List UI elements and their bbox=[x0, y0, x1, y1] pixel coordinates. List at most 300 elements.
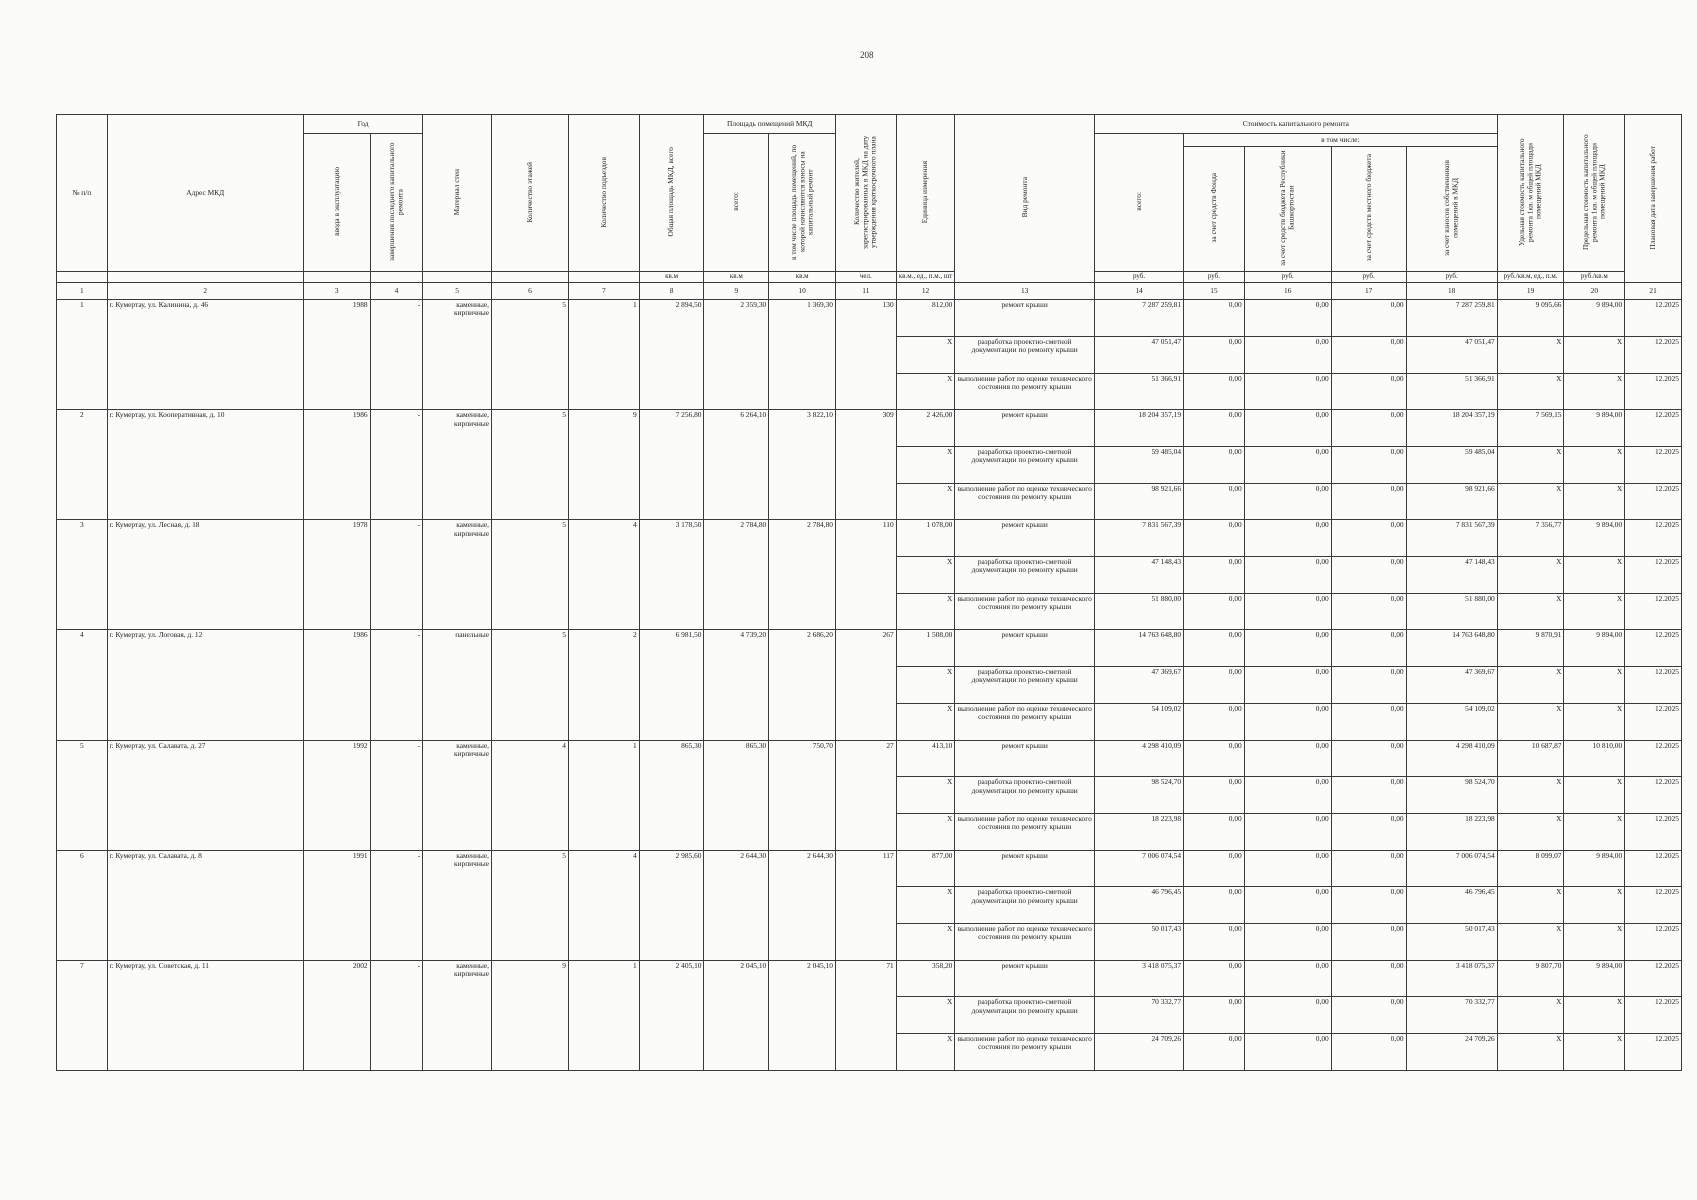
row-x-mark: Х bbox=[1564, 336, 1625, 373]
row-unit-cost: 10 687,87 bbox=[1497, 740, 1564, 777]
row-unit-cost: 9 807,70 bbox=[1497, 960, 1564, 997]
row-max-cost: 10 810,00 bbox=[1564, 740, 1625, 777]
row-work-type: разработка проектно-сметной документации по ремонту крыши bbox=[955, 887, 1095, 924]
row-cost-fund: 0,00 bbox=[1184, 1034, 1245, 1071]
row-cost-owners: 4 298 410,09 bbox=[1406, 740, 1497, 777]
unit-unit-cost: руб./кв.м, ед., п.м. bbox=[1497, 272, 1564, 283]
row-cost-owners: 51 880,00 bbox=[1406, 593, 1497, 630]
row-premises-total: 865,30 bbox=[704, 740, 769, 850]
row-cost-owners: 14 763 648,80 bbox=[1406, 630, 1497, 667]
row-cost-owners: 24 709,26 bbox=[1406, 1034, 1497, 1071]
row-premises-owners: 2 045,10 bbox=[769, 960, 836, 1070]
row-x-mark: Х bbox=[896, 703, 955, 740]
row-x-mark: Х bbox=[1497, 373, 1564, 410]
row-cost-local: 0,00 bbox=[1331, 336, 1406, 373]
row-x-mark: Х bbox=[896, 446, 955, 483]
row-work-type: выполнение работ по оценке технического состояния по ремонту крыши bbox=[955, 373, 1095, 410]
row-cost-local: 0,00 bbox=[1331, 960, 1406, 997]
row-cost-owners: 47 051,47 bbox=[1406, 336, 1497, 373]
row-deadline: 12.2025 bbox=[1625, 813, 1682, 850]
row-cost-fund: 0,00 bbox=[1184, 446, 1245, 483]
row-material: каменные, кирпичные bbox=[423, 300, 492, 410]
unit-cell-year bbox=[303, 272, 370, 283]
row-cost-republic: 0,00 bbox=[1244, 960, 1331, 997]
row-total-area: 3 178,50 bbox=[639, 520, 704, 630]
row-year: 1988 bbox=[303, 300, 370, 410]
row-x-mark: Х bbox=[1497, 924, 1564, 961]
column-number: 7 bbox=[568, 283, 639, 300]
hdr-num: № п/п bbox=[57, 115, 108, 272]
row-total-area: 6 981,50 bbox=[639, 630, 704, 740]
hdr-cost-total: всего: bbox=[1095, 134, 1184, 272]
row-cost-fund: 0,00 bbox=[1184, 887, 1245, 924]
row-year: 1986 bbox=[303, 410, 370, 520]
row-total-area: 7 256,80 bbox=[639, 410, 704, 520]
row-work-type: разработка проектно-сметной документации по ремонту крыши bbox=[955, 557, 1095, 594]
row-max-cost: 9 894,00 bbox=[1564, 520, 1625, 557]
row-cost-total: 70 332,77 bbox=[1095, 997, 1184, 1034]
row-last-repair: - bbox=[370, 410, 423, 520]
row-cost-fund: 0,00 bbox=[1184, 813, 1245, 850]
unit-fund: руб. bbox=[1184, 272, 1245, 283]
row-premises-total: 6 264,10 bbox=[704, 410, 769, 520]
hdr-premises-group: Площадь помещений МКД bbox=[704, 115, 836, 134]
row-cost-owners: 98 524,70 bbox=[1406, 777, 1497, 814]
row-work-type: ремонт крыши bbox=[955, 520, 1095, 557]
row-cost-local: 0,00 bbox=[1331, 997, 1406, 1034]
row-x-mark: Х bbox=[1497, 446, 1564, 483]
row-work-type: ремонт крыши bbox=[955, 850, 1095, 887]
row-cost-fund: 0,00 bbox=[1184, 960, 1245, 997]
row-residents: 267 bbox=[836, 630, 897, 740]
row-x-mark: Х bbox=[1564, 887, 1625, 924]
row-material: каменные, кирпичные bbox=[423, 850, 492, 960]
row-cost-republic: 0,00 bbox=[1244, 813, 1331, 850]
unit-premises-total: кв.м bbox=[704, 272, 769, 283]
row-cost-fund: 0,00 bbox=[1184, 336, 1245, 373]
row-last-repair: - bbox=[370, 850, 423, 960]
column-number: 10 bbox=[769, 283, 836, 300]
row-entrances: 1 bbox=[568, 960, 639, 1070]
hdr-entrances: Количество подъездов bbox=[568, 115, 639, 272]
unit-owners: руб. bbox=[1406, 272, 1497, 283]
row-cost-total: 47 369,67 bbox=[1095, 667, 1184, 704]
row-cost-local: 0,00 bbox=[1331, 703, 1406, 740]
row-work-type: выполнение работ по оценке технического состояния по ремонту крыши bbox=[955, 593, 1095, 630]
row-cost-owners: 7 006 074,54 bbox=[1406, 850, 1497, 887]
row-premises-owners: 1 369,30 bbox=[769, 300, 836, 410]
unit-cell-last bbox=[370, 272, 423, 283]
hdr-wall-material: Материал стен bbox=[423, 115, 492, 272]
row-work-type: выполнение работ по оценке технического состояния по ремонту крыши bbox=[955, 924, 1095, 961]
row-number: 6 bbox=[57, 850, 108, 960]
row-premises-owners: 2 644,30 bbox=[769, 850, 836, 960]
row-cost-fund: 0,00 bbox=[1184, 924, 1245, 961]
row-cost-owners: 98 921,66 bbox=[1406, 483, 1497, 520]
row-x-mark: Х bbox=[896, 483, 955, 520]
row-x-mark: Х bbox=[896, 777, 955, 814]
row-floors: 9 bbox=[492, 960, 569, 1070]
hdr-total-area: Общая площадь МКД, всего bbox=[639, 115, 704, 272]
row-x-mark: Х bbox=[1497, 1034, 1564, 1071]
hdr-unit-cost: Удельная стоимость капитального ремонта 1кв. м общей площади помещений МКД bbox=[1497, 115, 1564, 272]
row-entrances: 1 bbox=[568, 300, 639, 410]
unit-local: руб. bbox=[1331, 272, 1406, 283]
row-last-repair: - bbox=[370, 960, 423, 1070]
row-premises-owners: 2 686,20 bbox=[769, 630, 836, 740]
row-premises-total: 2 644,30 bbox=[704, 850, 769, 960]
row-number: 7 bbox=[57, 960, 108, 1070]
row-cost-local: 0,00 bbox=[1331, 887, 1406, 924]
table-row bbox=[57, 520, 1682, 557]
row-x-mark: Х bbox=[896, 373, 955, 410]
row-cost-local: 0,00 bbox=[1331, 1034, 1406, 1071]
row-cost-total: 3 418 075,37 bbox=[1095, 960, 1184, 997]
row-cost-republic: 0,00 bbox=[1244, 777, 1331, 814]
row-deadline: 12.2025 bbox=[1625, 887, 1682, 924]
row-deadline: 12.2025 bbox=[1625, 667, 1682, 704]
row-cost-fund: 0,00 bbox=[1184, 703, 1245, 740]
row-cost-local: 0,00 bbox=[1331, 777, 1406, 814]
row-x-mark: Х bbox=[1497, 997, 1564, 1034]
row-cost-republic: 0,00 bbox=[1244, 924, 1331, 961]
row-cost-republic: 0,00 bbox=[1244, 483, 1331, 520]
row-work-type: выполнение работ по оценке технического состояния по ремонту крыши bbox=[955, 813, 1095, 850]
row-entrances: 4 bbox=[568, 520, 639, 630]
row-cost-owners: 7 287 259,81 bbox=[1406, 300, 1497, 337]
column-number: 3 bbox=[303, 283, 370, 300]
row-floors: 5 bbox=[492, 630, 569, 740]
row-material: каменные, кирпичные bbox=[423, 520, 492, 630]
row-address: г. Кумертау, ул. Кооперативная, д. 10 bbox=[107, 410, 303, 520]
column-number: 11 bbox=[836, 283, 897, 300]
row-cost-owners: 18 223,98 bbox=[1406, 813, 1497, 850]
row-total-area: 2 985,60 bbox=[639, 850, 704, 960]
row-floors: 5 bbox=[492, 410, 569, 520]
row-year: 1991 bbox=[303, 850, 370, 960]
row-cost-fund: 0,00 bbox=[1184, 850, 1245, 887]
row-cost-total: 18 204 357,19 bbox=[1095, 410, 1184, 447]
row-cost-fund: 0,00 bbox=[1184, 593, 1245, 630]
row-cost-total: 47 148,43 bbox=[1095, 557, 1184, 594]
row-total-area: 865,30 bbox=[639, 740, 704, 850]
row-cost-republic: 0,00 bbox=[1244, 667, 1331, 704]
row-cost-fund: 0,00 bbox=[1184, 300, 1245, 337]
row-work-type: разработка проектно-сметной документации по ремонту крыши bbox=[955, 667, 1095, 704]
hdr-unit: Единица измерения bbox=[896, 115, 955, 272]
hdr-floors: Количество этажей bbox=[492, 115, 569, 272]
row-deadline: 12.2025 bbox=[1625, 520, 1682, 557]
table-row bbox=[57, 410, 1682, 447]
unit-cell-entrances bbox=[568, 272, 639, 283]
row-cost-local: 0,00 bbox=[1331, 300, 1406, 337]
row-cost-fund: 0,00 bbox=[1184, 483, 1245, 520]
row-x-mark: Х bbox=[1497, 593, 1564, 630]
row-cost-owners: 59 485,04 bbox=[1406, 446, 1497, 483]
row-work-type: выполнение работ по оценке технического состояния по ремонту крыши bbox=[955, 703, 1095, 740]
row-x-mark: Х bbox=[1564, 777, 1625, 814]
row-number: 5 bbox=[57, 740, 108, 850]
row-last-repair: - bbox=[370, 630, 423, 740]
row-work-type: разработка проектно-сметной документации по ремонту крыши bbox=[955, 446, 1095, 483]
row-x-mark: Х bbox=[1564, 557, 1625, 594]
row-cost-total: 98 524,70 bbox=[1095, 777, 1184, 814]
row-deadline: 12.2025 bbox=[1625, 483, 1682, 520]
column-number: 18 bbox=[1406, 283, 1497, 300]
row-total-area: 2 405,10 bbox=[639, 960, 704, 1070]
unit-residents: чел. bbox=[836, 272, 897, 283]
column-number: 17 bbox=[1331, 283, 1406, 300]
row-cost-republic: 0,00 bbox=[1244, 887, 1331, 924]
row-year: 1978 bbox=[303, 520, 370, 630]
row-quantity: 877,00 bbox=[896, 850, 955, 887]
row-x-mark: Х bbox=[1564, 703, 1625, 740]
row-year: 1992 bbox=[303, 740, 370, 850]
row-total-area: 2 894,50 bbox=[639, 300, 704, 410]
row-cost-local: 0,00 bbox=[1331, 924, 1406, 961]
row-x-mark: Х bbox=[1497, 777, 1564, 814]
row-work-type: ремонт крыши bbox=[955, 740, 1095, 777]
row-cost-owners: 46 796,45 bbox=[1406, 887, 1497, 924]
row-cost-owners: 7 831 567,39 bbox=[1406, 520, 1497, 557]
row-work-type: ремонт крыши bbox=[955, 410, 1095, 447]
row-residents: 117 bbox=[836, 850, 897, 960]
unit-cell-address bbox=[107, 272, 303, 283]
row-cost-fund: 0,00 bbox=[1184, 740, 1245, 777]
row-x-mark: Х bbox=[1497, 813, 1564, 850]
row-last-repair: - bbox=[370, 740, 423, 850]
row-residents: 110 bbox=[836, 520, 897, 630]
row-cost-total: 7 831 567,39 bbox=[1095, 520, 1184, 557]
row-work-type: разработка проектно-сметной документации по ремонту крыши bbox=[955, 777, 1095, 814]
column-number: 16 bbox=[1244, 283, 1331, 300]
hdr-max-cost: Предельная стоимость капитального ремонта 1кв. м общей площади помещений МКД bbox=[1564, 115, 1625, 272]
hdr-residents: Количество жителей, зарегистрированных в МКД на дату утверждения краткосрочного плана bbox=[836, 115, 897, 272]
row-cost-owners: 50 017,43 bbox=[1406, 924, 1497, 961]
row-cost-fund: 0,00 bbox=[1184, 410, 1245, 447]
row-max-cost: 9 894,00 bbox=[1564, 630, 1625, 667]
row-entrances: 2 bbox=[568, 630, 639, 740]
column-number: 6 bbox=[492, 283, 569, 300]
row-cost-local: 0,00 bbox=[1331, 446, 1406, 483]
row-deadline: 12.2025 bbox=[1625, 446, 1682, 483]
row-cost-total: 7 006 074,54 bbox=[1095, 850, 1184, 887]
row-cost-owners: 18 204 357,19 bbox=[1406, 410, 1497, 447]
row-cost-republic: 0,00 bbox=[1244, 630, 1331, 667]
row-last-repair: - bbox=[370, 300, 423, 410]
row-cost-owners: 51 366,91 bbox=[1406, 373, 1497, 410]
row-entrances: 4 bbox=[568, 850, 639, 960]
page-number: 208 bbox=[860, 50, 874, 60]
column-number: 14 bbox=[1095, 283, 1184, 300]
row-x-mark: Х bbox=[896, 887, 955, 924]
hdr-year-group: Год bbox=[303, 115, 422, 134]
row-deadline: 12.2025 bbox=[1625, 557, 1682, 594]
row-deadline: 12.2025 bbox=[1625, 593, 1682, 630]
row-cost-owners: 3 418 075,37 bbox=[1406, 960, 1497, 997]
hdr-incl: в том числе: bbox=[1184, 134, 1498, 147]
row-entrances: 1 bbox=[568, 740, 639, 850]
row-cost-fund: 0,00 bbox=[1184, 630, 1245, 667]
row-x-mark: Х bbox=[896, 667, 955, 704]
row-cost-total: 50 017,43 bbox=[1095, 924, 1184, 961]
hdr-address: Адрес МКД bbox=[107, 115, 303, 272]
row-x-mark: Х bbox=[1564, 483, 1625, 520]
row-premises-total: 2 784,80 bbox=[704, 520, 769, 630]
table-row bbox=[57, 960, 1682, 997]
row-deadline: 12.2025 bbox=[1625, 740, 1682, 777]
row-cost-total: 51 880,00 bbox=[1095, 593, 1184, 630]
hdr-fund: за счет средств Фонда bbox=[1184, 147, 1245, 272]
row-number: 2 bbox=[57, 410, 108, 520]
row-deadline: 12.2025 bbox=[1625, 997, 1682, 1034]
row-x-mark: Х bbox=[1497, 557, 1564, 594]
row-premises-total: 2 359,30 bbox=[704, 300, 769, 410]
column-number: 2 bbox=[107, 283, 303, 300]
row-address: г. Кумертау, ул. Лесная, д. 18 bbox=[107, 520, 303, 630]
row-quantity: 358,20 bbox=[896, 960, 955, 997]
column-number: 20 bbox=[1564, 283, 1625, 300]
row-cost-local: 0,00 bbox=[1331, 557, 1406, 594]
row-cost-total: 47 051,47 bbox=[1095, 336, 1184, 373]
unit-max-cost: руб./кв.м bbox=[1564, 272, 1625, 283]
row-x-mark: Х bbox=[1564, 373, 1625, 410]
unit-cost-total: руб. bbox=[1095, 272, 1184, 283]
row-cost-fund: 0,00 bbox=[1184, 777, 1245, 814]
row-deadline: 12.2025 bbox=[1625, 410, 1682, 447]
row-cost-total: 98 921,66 bbox=[1095, 483, 1184, 520]
row-x-mark: Х bbox=[1497, 483, 1564, 520]
row-cost-republic: 0,00 bbox=[1244, 300, 1331, 337]
table-body bbox=[57, 300, 1682, 1071]
column-number: 15 bbox=[1184, 283, 1245, 300]
row-number: 1 bbox=[57, 300, 108, 410]
unit-premises-owners: кв.м bbox=[769, 272, 836, 283]
row-cost-total: 4 298 410,09 bbox=[1095, 740, 1184, 777]
row-floors: 4 bbox=[492, 740, 569, 850]
row-cost-local: 0,00 bbox=[1331, 850, 1406, 887]
row-deadline: 12.2025 bbox=[1625, 777, 1682, 814]
column-number: 1 bbox=[57, 283, 108, 300]
row-material: каменные, кирпичные bbox=[423, 960, 492, 1070]
row-cost-fund: 0,00 bbox=[1184, 373, 1245, 410]
row-quantity: 1 078,00 bbox=[896, 520, 955, 557]
column-number: 4 bbox=[370, 283, 423, 300]
row-address: г. Кумертау, ул. Салавата, д. 8 bbox=[107, 850, 303, 960]
row-cost-republic: 0,00 bbox=[1244, 1034, 1331, 1071]
row-unit-cost: 9 095,66 bbox=[1497, 300, 1564, 337]
row-x-mark: Х bbox=[1564, 593, 1625, 630]
column-number: 9 bbox=[704, 283, 769, 300]
row-residents: 27 bbox=[836, 740, 897, 850]
table-row bbox=[57, 850, 1682, 887]
row-work-type: ремонт крыши bbox=[955, 960, 1095, 997]
column-number: 19 bbox=[1497, 283, 1564, 300]
column-number: 21 bbox=[1625, 283, 1682, 300]
row-x-mark: Х bbox=[896, 1034, 955, 1071]
unit-cell-num bbox=[57, 272, 108, 283]
row-x-mark: Х bbox=[1497, 667, 1564, 704]
row-deadline: 12.2025 bbox=[1625, 924, 1682, 961]
row-deadline: 12.2025 bbox=[1625, 373, 1682, 410]
row-premises-total: 4 739,20 bbox=[704, 630, 769, 740]
row-cost-republic: 0,00 bbox=[1244, 520, 1331, 557]
capital-repair-table bbox=[56, 114, 1682, 1071]
row-work-type: ремонт крыши bbox=[955, 630, 1095, 667]
row-max-cost: 9 894,00 bbox=[1564, 960, 1625, 997]
row-address: г. Кумертау, ул. Советская, д. 11 bbox=[107, 960, 303, 1070]
row-deadline: 12.2025 bbox=[1625, 850, 1682, 887]
row-cost-total: 54 109,02 bbox=[1095, 703, 1184, 740]
row-address: г. Кумертау, ул. Салавата, д. 27 bbox=[107, 740, 303, 850]
row-material: каменные, кирпичные bbox=[423, 740, 492, 850]
row-work-type: выполнение работ по оценке технического состояния по ремонту крыши bbox=[955, 483, 1095, 520]
row-cost-total: 24 709,26 bbox=[1095, 1034, 1184, 1071]
row-x-mark: Х bbox=[1564, 924, 1625, 961]
row-material: каменные, кирпичные bbox=[423, 410, 492, 520]
row-x-mark: Х bbox=[1564, 446, 1625, 483]
column-number: 5 bbox=[423, 283, 492, 300]
hdr-deadline: Плановая дата завершения работ bbox=[1625, 115, 1682, 283]
row-cost-total: 18 223,98 bbox=[1095, 813, 1184, 850]
row-quantity: 1 508,00 bbox=[896, 630, 955, 667]
row-x-mark: Х bbox=[896, 997, 955, 1034]
row-max-cost: 9 894,00 bbox=[1564, 300, 1625, 337]
row-x-mark: Х bbox=[1564, 667, 1625, 704]
row-premises-owners: 750,70 bbox=[769, 740, 836, 850]
row-cost-local: 0,00 bbox=[1331, 373, 1406, 410]
row-cost-republic: 0,00 bbox=[1244, 410, 1331, 447]
row-work-type: выполнение работ по оценке технического состояния по ремонту крыши bbox=[955, 1034, 1095, 1071]
row-max-cost: 9 894,00 bbox=[1564, 410, 1625, 447]
row-cost-fund: 0,00 bbox=[1184, 520, 1245, 557]
row-residents: 71 bbox=[836, 960, 897, 1070]
unit-republic: руб. bbox=[1244, 272, 1331, 283]
column-number: 12 bbox=[896, 283, 955, 300]
row-cost-republic: 0,00 bbox=[1244, 703, 1331, 740]
table-row bbox=[57, 300, 1682, 337]
row-x-mark: Х bbox=[896, 813, 955, 850]
row-cost-local: 0,00 bbox=[1331, 483, 1406, 520]
table-row bbox=[57, 630, 1682, 667]
hdr-work-type: Вид ремонта bbox=[955, 115, 1095, 283]
row-number: 3 bbox=[57, 520, 108, 630]
row-residents: 309 bbox=[836, 410, 897, 520]
row-x-mark: Х bbox=[896, 336, 955, 373]
unit-unit: кв.м., ед., п.м., шт bbox=[896, 272, 955, 283]
unit-cell-material bbox=[423, 272, 492, 283]
hdr-local: за счет средств местного бюджета bbox=[1331, 147, 1406, 272]
row-deadline: 12.2025 bbox=[1625, 300, 1682, 337]
row-max-cost: 9 894,00 bbox=[1564, 850, 1625, 887]
unit-total-area: кв.м bbox=[639, 272, 704, 283]
column-numbers-row bbox=[57, 283, 1682, 300]
row-entrances: 9 bbox=[568, 410, 639, 520]
row-premises-owners: 3 822,10 bbox=[769, 410, 836, 520]
row-quantity: 812,00 bbox=[896, 300, 955, 337]
row-cost-owners: 54 109,02 bbox=[1406, 703, 1497, 740]
row-cost-local: 0,00 bbox=[1331, 667, 1406, 704]
row-cost-fund: 0,00 bbox=[1184, 997, 1245, 1034]
row-x-mark: Х bbox=[1497, 336, 1564, 373]
column-number: 8 bbox=[639, 283, 704, 300]
row-x-mark: Х bbox=[896, 557, 955, 594]
row-cost-local: 0,00 bbox=[1331, 740, 1406, 777]
row-cost-republic: 0,00 bbox=[1244, 557, 1331, 594]
row-cost-republic: 0,00 bbox=[1244, 336, 1331, 373]
row-unit-cost: 7 356,77 bbox=[1497, 520, 1564, 557]
row-cost-owners: 47 369,67 bbox=[1406, 667, 1497, 704]
